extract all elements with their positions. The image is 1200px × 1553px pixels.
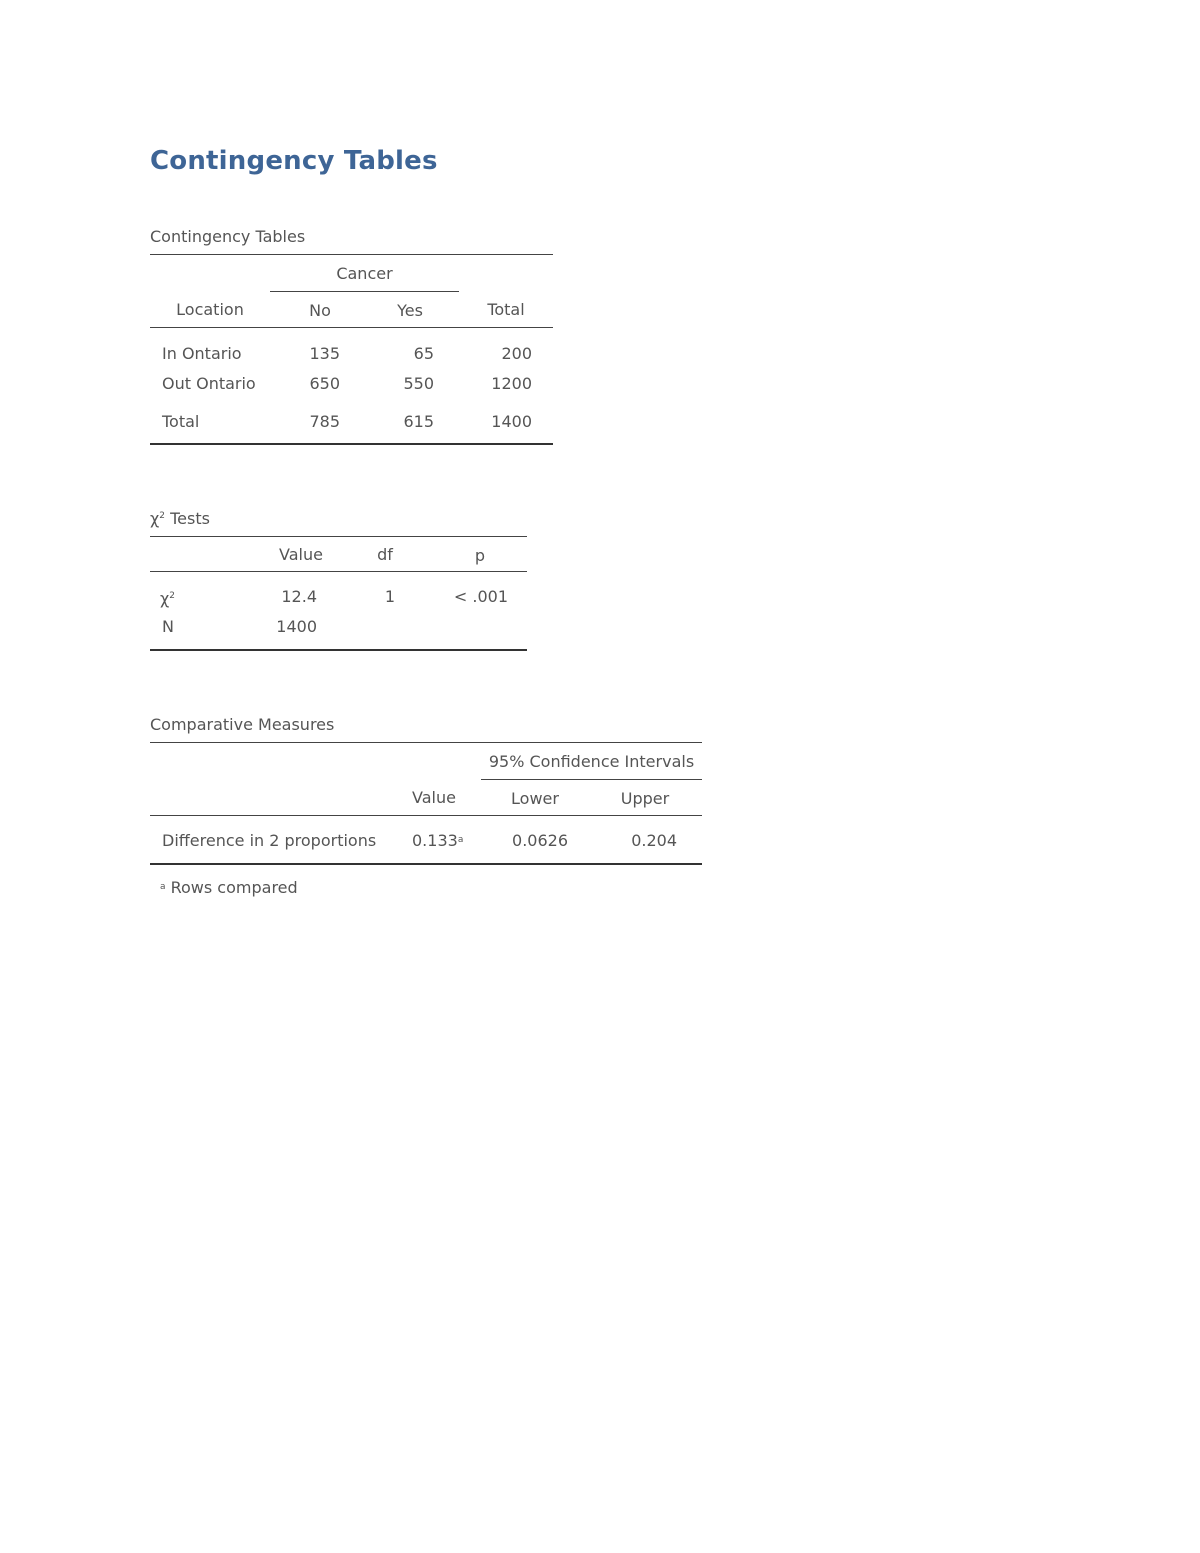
table-row [150,587,527,611]
footnote: $^a$ Rows compared [160,878,298,897]
footnote-marker: a [457,835,464,845]
table-row [150,617,527,639]
cell-total: 1200 [491,374,532,393]
cell-no: 135 [309,344,340,363]
cell-value: 1400 [276,617,317,636]
cell-total: 200 [501,344,532,363]
cell-value: 0.133$^a$ [412,831,464,850]
col-header-no: No [309,301,331,320]
col-header-p: p [474,546,486,565]
table-row [150,831,702,853]
cell-no: 785 [309,412,340,431]
cell-p: < .001 [453,587,508,606]
row-label: Out Ontario [162,374,256,393]
group-header-cancer: Cancer [336,264,393,283]
cell-yes: 550 [403,374,434,393]
contingency-table [150,254,553,446]
cell-yes: 615 [403,412,434,431]
total-row [150,412,553,434]
table-row [150,374,553,396]
cell-value: 12.4 [281,587,317,606]
contingency-caption: Contingency Tables [150,227,306,246]
cell-lower: 0.0626 [512,831,568,850]
col-header-value: Value [412,788,456,807]
comparative-table [150,742,702,868]
cell-yes: 65 [413,344,434,363]
col-header-value: Value [279,545,323,564]
cell-upper: 0.204 [631,831,677,850]
row-label: $\chi^2$ [160,589,175,608]
col-header-location: Location [176,300,244,319]
row-label: In Ontario [162,344,242,363]
col-header-lower: Lower [511,789,559,808]
table-row [150,344,553,366]
col-header-upper: Upper [620,789,670,808]
row-label: N [162,617,174,636]
chisq-caption: $\chi^2$ Tests [150,509,210,528]
col-header-total: Total [487,300,525,319]
col-header-yes: Yes [397,301,423,320]
row-label: Total [162,412,200,431]
comparative-caption: Comparative Measures [150,715,335,734]
cell-no: 650 [309,374,340,393]
col-header-df: df [377,545,393,564]
cell-df: 1 [384,587,396,606]
group-header-ci: 95% Confidence Intervals [488,752,695,771]
page-title: Contingency Tables [150,146,438,176]
chisq-table [150,536,527,654]
row-label: Difference in 2 proportions [162,831,377,850]
cell-total: 1400 [491,412,532,431]
